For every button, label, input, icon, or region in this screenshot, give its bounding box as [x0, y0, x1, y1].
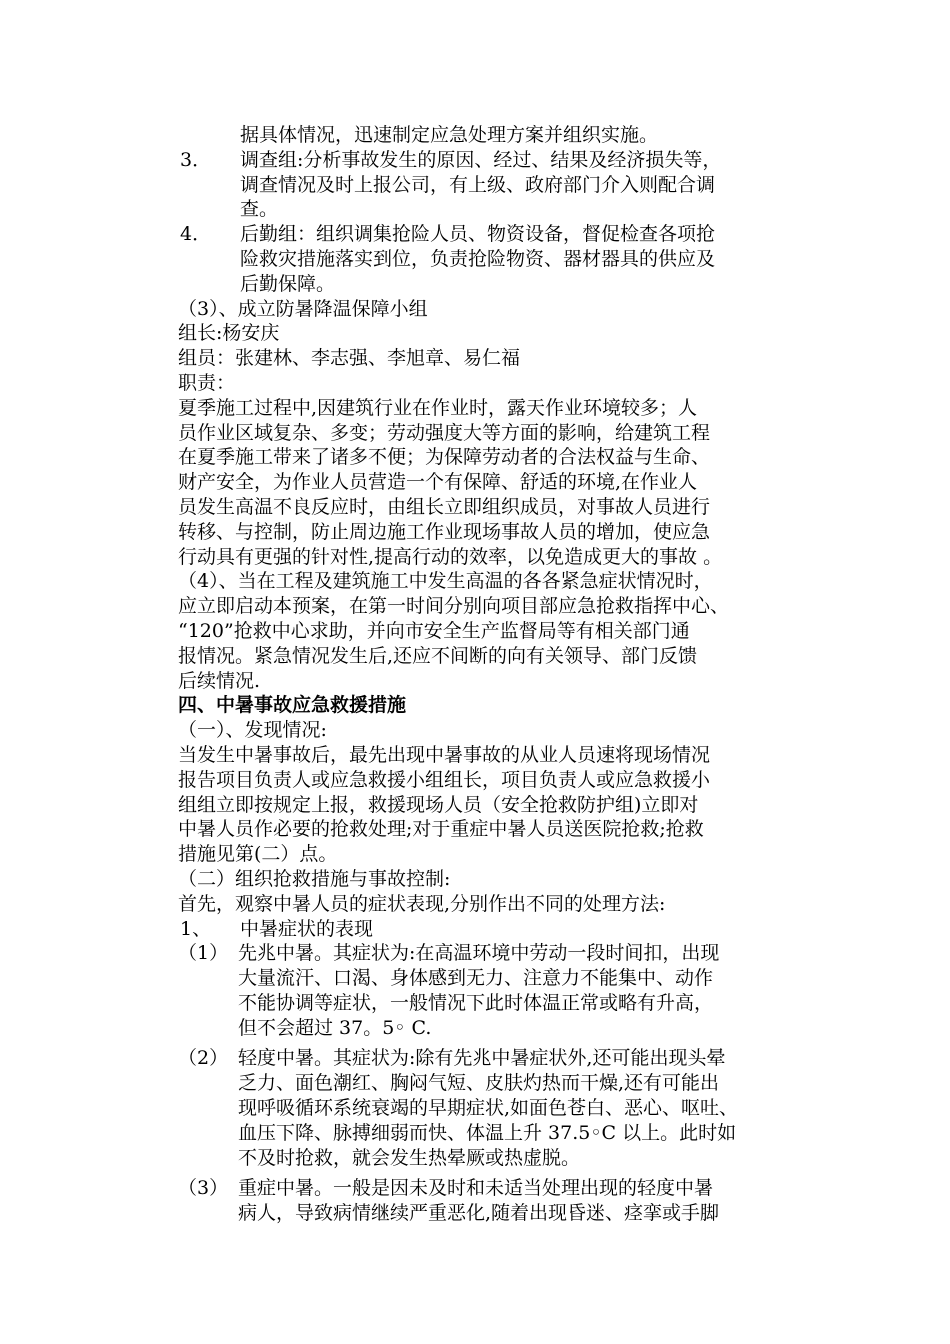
text-line: 调查情况及时上报公司，有上级、政府部门介入则配合调: [240, 173, 716, 196]
discovery-title: （一）、发现情况:: [178, 719, 327, 742]
text-line: “120”抢救中心求助，并向市安全生产监督局等有相关部门通: [178, 619, 690, 642]
team-leader: 组长:杨安庆: [178, 322, 280, 345]
text-line: 组组立即按规定上报，救援现场人员（安全抢救防护组)立即对: [178, 793, 699, 816]
item-number: 4．: [180, 223, 212, 246]
text-line: 病人，导致病情继续严重恶化,随着出现昏迷、痉挛或手脚: [238, 1202, 720, 1225]
symptom-item-severe: [178, 1176, 823, 1226]
chapter-heading: 四、中暑事故应急救援措施: [178, 694, 407, 717]
text-line: 员作业区域复杂、多变；劳动强度大等方面的影响，给建筑工程: [178, 421, 711, 444]
rescue-title: （二）组织抢救措施与事故控制:: [178, 867, 451, 890]
text-line: 行动具有更强的针对性,提高行动的效率，以免造成更大的事故 。: [178, 545, 723, 568]
discovery-paragraph: [178, 743, 823, 867]
rescue-intro: 首先，观察中暑人员的症状表现,分别作出不同的处理方法:: [178, 892, 666, 915]
text-line: 现呼吸循环系统衰竭的早期症状,如面色苍白、恶心、呕吐、: [238, 1097, 739, 1120]
text-line: 夏季施工过程中,因建筑行业在作业时，露天作业环境较多；人: [178, 396, 698, 419]
item-number: （1）: [178, 942, 229, 965]
text-line: 但不会超过 37。5◦ C.: [238, 1016, 432, 1039]
section3-title: （3）、成立防暑降温保障小组: [178, 297, 428, 320]
symptom-heading: [178, 917, 823, 942]
text-line: 轻度中暑。其症状为:除有先兆中暑症状外,还可能出现头晕: [238, 1047, 726, 1070]
text-line: 险救灾措施落实到位，负责抢险物资、器材器具的供应及: [240, 247, 716, 270]
text-line: 当发生中暑事故后，最先出现中暑事故的从业人员速将现场情况: [178, 743, 711, 766]
symptom-item-light: [178, 1046, 823, 1170]
text-line: 后续情况.: [178, 669, 261, 692]
text-line: 在夏季施工带来了诸多不便；为保障劳动者的合法权益与生命、: [178, 446, 711, 469]
text-line: 财产安全，为作业人员营造一个有保障、舒适的环境,在作业人: [178, 471, 698, 494]
text-line: 报告项目负责人或应急救援小组组长，项目负责人或应急救援小: [178, 768, 711, 791]
item-number: 3．: [180, 148, 212, 171]
text-line: 不能协调等症状，一般情况下此时体温正常或略有升高，: [238, 991, 714, 1014]
text-line: （4）、当在工程及建筑施工中发生高温的各各紧急症状情况时，: [178, 570, 713, 593]
text-line: 报情况。紧急情况发生后,还应不间断的向有关领导、部门反馈: [178, 644, 698, 667]
text-line: 后勤保障。: [240, 272, 336, 295]
text-line: 查。: [240, 198, 279, 221]
duty-label: 职责：: [178, 371, 236, 394]
text-line: 乏力、面色潮红、胸闷气短、皮肤灼热而干燥,还有可能出: [238, 1072, 720, 1095]
text-line: 措施见第(二）点。: [178, 843, 338, 866]
text-line: 后勤组：组织调集抢险人员、物资设备，督促检查各项抢: [240, 223, 716, 246]
text-line: 重症中暑。一般是因未及时和未适当处理出现的轻度中暑: [238, 1177, 714, 1200]
group-item-logistics: [178, 222, 823, 296]
section4-paragraph: [178, 569, 823, 693]
symptom-item-mild-precursor: [178, 941, 823, 1040]
duty-paragraph: [178, 396, 823, 570]
text-line: 大量流汗、口渴、身体感到无力、注意力不能集中、动作: [238, 967, 714, 990]
text-line: 不及时抢救，就会发生热晕厥或热虚脱。: [238, 1146, 581, 1169]
text-line: 转移、与控制，防止周边施工作业现场事故人员的增加，使应急: [178, 520, 711, 543]
document-body: [178, 123, 823, 1226]
text-line: 血压下降、脉搏细弱而快、体温上升 37.5◦C 以上。此时如: [238, 1121, 737, 1144]
team-members: 组员：张建林、李志强、李旭章、易仁福: [178, 347, 521, 370]
item-number: （3）: [178, 1177, 229, 1200]
text-line: 中暑人员作必要的抢救处理;对于重症中暑人员送医院抢救;抢救: [178, 818, 704, 841]
group-item-investigation: [178, 148, 823, 222]
text-line: 员发生高温不良反应时，由组长立即组织成员，对事故人员进行: [178, 495, 711, 518]
text-line: 先兆中暑。其症状为:在高温环境中劳动一段时间扣，出现: [238, 942, 720, 965]
item-number: （2）: [178, 1047, 229, 1070]
text-line: 应立即启动本预案，在第一时间分别向项目部应急抢救指挥中心、: [178, 595, 730, 618]
symptom-title: 中暑症状的表现: [240, 917, 374, 940]
item-number: 1、: [180, 917, 212, 940]
intro-line: 据具体情况，迅速制定应急处理方案并组织实施。: [240, 124, 659, 146]
text-line: 调查组:分析事故发生的原因、经过、结果及经济损失等，: [240, 148, 722, 171]
